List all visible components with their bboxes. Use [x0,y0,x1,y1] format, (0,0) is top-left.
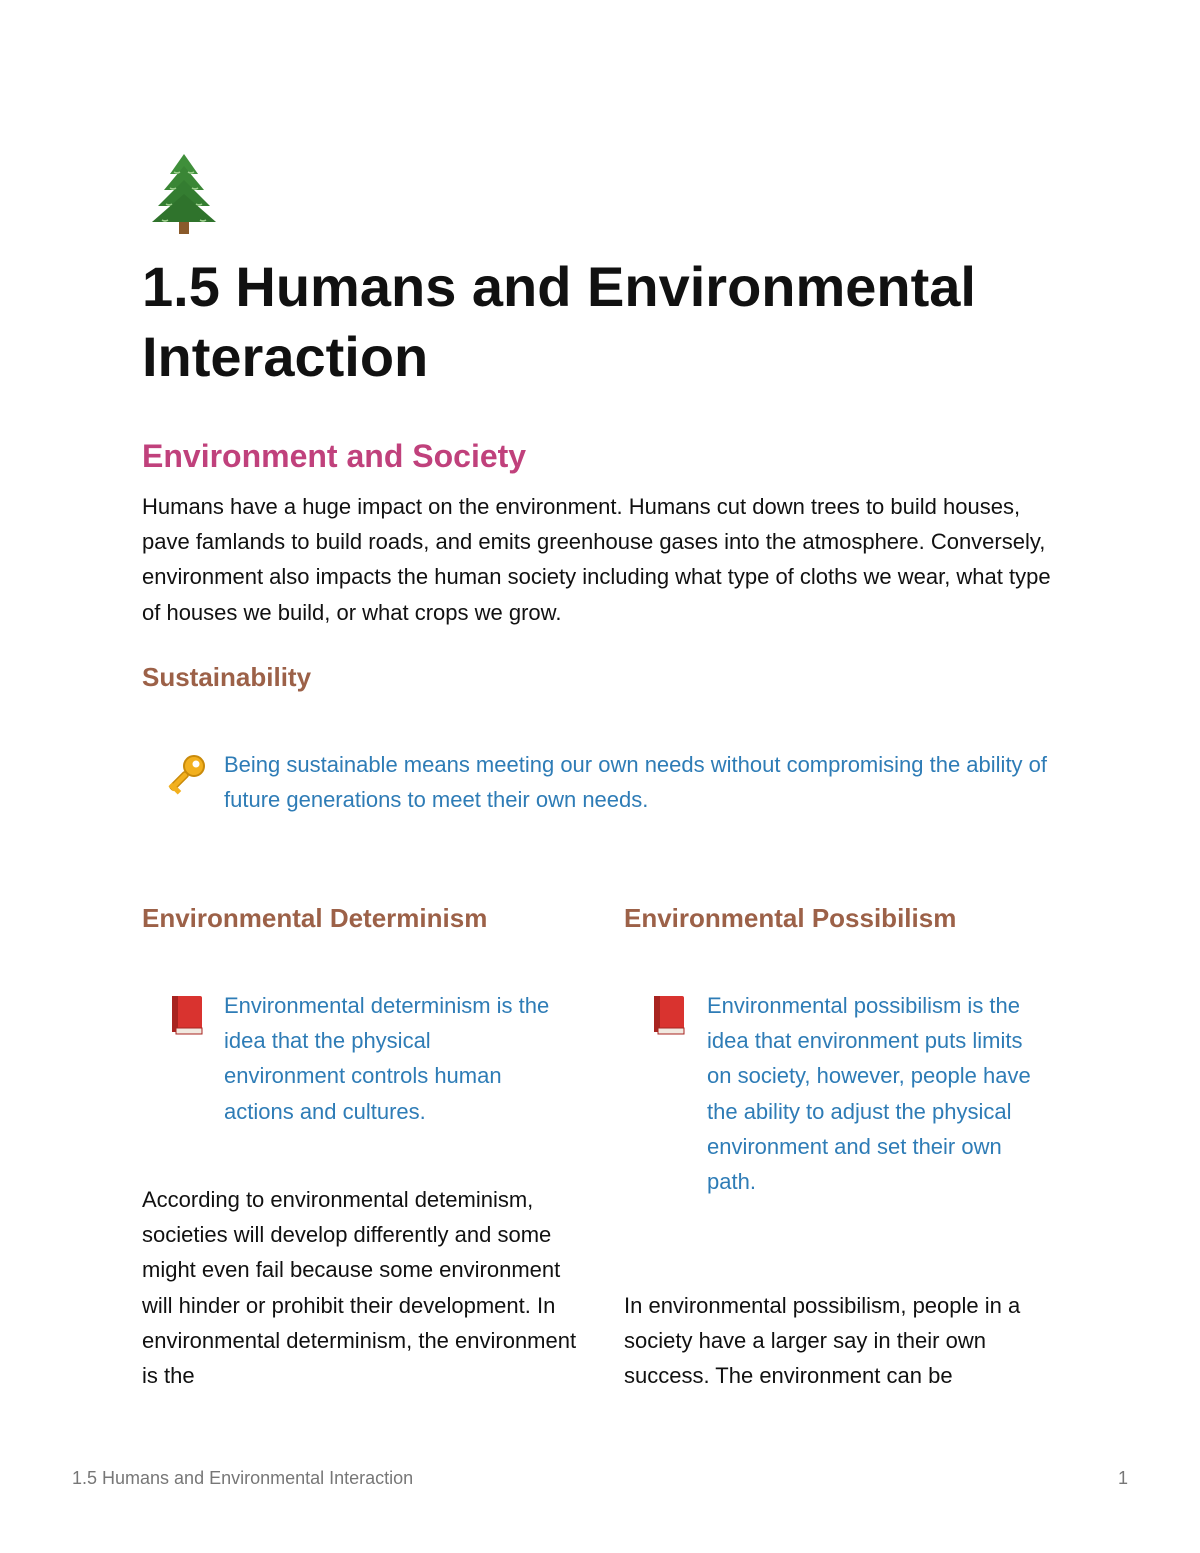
environment-society-paragraph: Humans have a huge impact on the environment. Humans cut down trees to build houses, pave famlands to build roads, and emits greenhouse gases into the atmosphere. Conversely, environment also impacts the human society including what type of cloths we wear, what type of houses we build, or what crops we grow. [142,494,1051,625]
sustainability-callout-text: Being sustainable means meeting our own needs without compromising the ability of future generations to meet their own needs. [224,752,1048,813]
key-icon [164,752,208,796]
possibilism-callout-text: Environmental possibilism is the idea that environment puts limits on society, however, people have the ability to adjust the physical environment and set their own path. [707,993,1031,1195]
determinism-callout-text: Environmental determinism is the idea that the physical environment controls human actions and cultures. [224,993,550,1124]
page-number: 1 [1117,1468,1128,1488]
determinism-heading: Environmental Determinism [142,903,488,933]
footer-title: 1.5 Humans and Environmental Interaction [72,1468,414,1488]
evergreen-tree-icon [144,150,224,236]
section-heading-environment-society: Environment and Society [142,438,527,474]
possibilism-paragraph: In environmental possibilism, people in a society have a larger say in their own success. The environment can be [624,1293,1021,1389]
page-title: 1.5 Humans and Environmental Interaction [142,255,976,388]
possibilism-heading: Environmental Possibilism [624,903,957,933]
red-book-icon [650,994,688,1036]
red-book-icon [168,994,206,1036]
determinism-paragraph: According to environmental deteminism, societies will develop differently and some might even fail because some environment will hinder or prohibit their development. In environmental determinism, the environment is the [142,1187,577,1389]
sustainability-heading: Sustainability [142,662,312,692]
